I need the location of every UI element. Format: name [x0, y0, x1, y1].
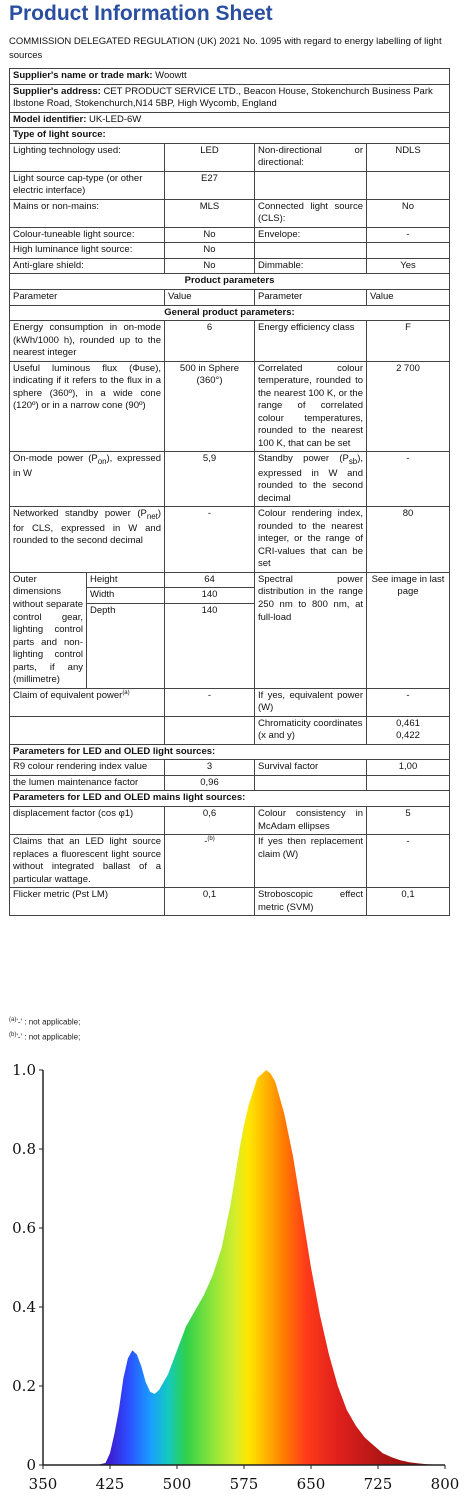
envelope-label: Envelope: — [255, 227, 367, 243]
product-info-table — [9, 68, 450, 916]
lighting-technology-label: Lighting technology used: — [10, 143, 165, 171]
high-luminance-label: High luminance light source: — [10, 243, 165, 259]
lumen-maintenance-label: the lumen maintenance factor — [10, 775, 165, 791]
spectral-distribution-value: See image in last page — [367, 572, 450, 688]
energy-consumption-label: Energy consumption in on-mode (kWh/1000 h), rounded up to the nearest integer — [10, 321, 165, 362]
stroboscopic-label: Stroboscopic effect metric (SVM) — [255, 888, 367, 916]
replacement-claim-label: If yes then replacement claim (W) — [255, 835, 367, 888]
colour-rendering-value: 80 — [367, 507, 450, 573]
mains-value: MLS — [165, 199, 255, 227]
lighting-technology-value: LED — [165, 143, 255, 171]
height-label: Height — [87, 573, 164, 589]
outer-dimensions-values — [165, 572, 255, 688]
col-parameter-header: Parameter — [10, 289, 165, 305]
supplier-name-row: Supplier's name or trade mark: Woowtt — [10, 69, 450, 85]
on-mode-power-value: 5,9 — [165, 452, 255, 507]
equivalent-power-label: If yes, equivalent power (W) — [255, 688, 367, 716]
colour-temperature-label: Correlated colour temperature, rounded to the nearest 100 K, or the range of correlated colour temperatures, rounded to the nearest 100 K, that can be set — [255, 361, 367, 452]
col-parameter-header-2: Parameter — [255, 289, 367, 305]
cls-label: Connected light source (CLS): — [255, 199, 367, 227]
light-source-section: Type of light source: — [10, 128, 450, 144]
mains-parameters-section: Parameters for LED and OLED mains light sources: — [10, 791, 450, 807]
displacement-factor-value: 0,6 — [165, 806, 255, 834]
flicker-metric-label: Flicker metric (Pst LM) — [10, 888, 165, 916]
networked-standby-value: - — [165, 507, 255, 573]
footnote-b: $^{(b)}$'-' : not applicable; — [9, 1032, 81, 1042]
model-identifier-row: Model identifier: UK-LED-6W — [10, 112, 450, 128]
x-tick-label: 725 — [363, 1475, 393, 1493]
cls-value: No — [367, 199, 450, 227]
luminous-flux-label: Useful luminous flux (Φuse), indicating if it refers to the flux in a sphere (360º), in a wide cone (120º) or in a narrow cone (90º) — [10, 361, 165, 452]
equivalent-power-claim-label: Claim of equivalent power$^{(a)}$ — [10, 688, 165, 716]
standby-power-value: - — [367, 452, 450, 507]
y-tick-label: 0.4 — [12, 1298, 36, 1316]
x-tick-label: 350 — [28, 1475, 58, 1493]
general-parameters-section: General product parameters: — [10, 305, 450, 321]
y-tick-label: 0.2 — [12, 1377, 36, 1395]
dimmable-value: Yes — [367, 258, 450, 274]
depth-value: 140 — [201, 605, 218, 616]
page-title: Product Information Sheet — [9, 2, 273, 25]
outer-dimensions-label: Outer dimensions without separate control gear, lighting control parts and non-lighting control parts, if any (millimetre) — [10, 573, 87, 688]
supplier-address-row: Supplier's address: CET PRODUCT SERVICE LTD., Beacon House, Stokenchurch Business Park Ibstone Road, Stokenchurch,N14 5BP, High Wycomb, England — [10, 84, 450, 112]
chromaticity-value: 0,461 0,422 — [367, 716, 450, 744]
energy-efficiency-label: Energy efficiency class — [255, 321, 367, 362]
colour-consistency-label: Colour consistency in McAdam ellipses — [255, 806, 367, 834]
high-luminance-value: No — [165, 243, 255, 259]
colour-consistency-value: 5 — [367, 806, 450, 834]
footnote-a: $^{(a)}$'-' : not applicable; — [9, 1017, 81, 1027]
regulation-subtitle: COMMISSION DELEGATED REGULATION (UK) 2021 No. 1095 with regard to energy labelling of light sources — [9, 36, 442, 61]
anti-glare-value: No — [165, 258, 255, 274]
y-tick-label: 0 — [26, 1456, 36, 1474]
replacement-claim-value: - — [367, 835, 450, 888]
stroboscopic-value: 0,1 — [367, 888, 450, 916]
outer-dimensions-cell — [10, 572, 165, 688]
spectral-power-chart — [0, 1060, 464, 1500]
non-directional-value: NDLS — [367, 143, 450, 171]
equivalent-power-claim-value: - — [165, 688, 255, 716]
product-parameters-section: Product parameters — [10, 274, 450, 290]
survival-factor-value: 1,00 — [367, 760, 450, 776]
spectrum-fill — [43, 1070, 445, 1465]
colour-tuneable-value: No — [165, 227, 255, 243]
energy-efficiency-value: F — [367, 321, 450, 362]
spectral-distribution-label: Spectral power distribution in the range 250 nm to 800 nm, at full-load — [255, 572, 367, 688]
width-label: Width — [87, 588, 164, 604]
envelope-value: - — [367, 227, 450, 243]
y-tick-label: 1.0 — [12, 1061, 36, 1079]
non-directional-label: Non-directional or directional: — [255, 143, 367, 171]
fluorescent-claim-label: Claims that an LED light source replaces a fluorescent light source without integrated ballast of a particular wattage. — [10, 835, 165, 888]
width-value: 140 — [165, 588, 254, 604]
height-value: 64 — [165, 573, 254, 589]
led-parameters-section: Parameters for LED and OLED light sources: — [10, 744, 450, 760]
lumen-maintenance-value: 0,96 — [165, 775, 255, 791]
mains-label: Mains or non-mains: — [10, 199, 165, 227]
dimmable-label: Dimmable: — [255, 258, 367, 274]
colour-temperature-value: 2 700 — [367, 361, 450, 452]
x-tick-label: 650 — [296, 1475, 326, 1493]
cap-type-label: Light source cap-type (or other electric interface) — [10, 171, 165, 199]
colour-tuneable-label: Colour-tuneable light source: — [10, 227, 165, 243]
x-tick-label: 575 — [229, 1475, 259, 1493]
y-tick-labels — [12, 1061, 43, 1474]
energy-consumption-value: 6 — [165, 321, 255, 362]
depth-label: Depth — [90, 605, 116, 616]
r9-label: R9 colour rendering index value — [10, 760, 165, 776]
y-tick-label: 0.6 — [12, 1219, 36, 1237]
on-mode-power-label: On-mode power $(P_{on})$, expressed in W — [10, 452, 165, 507]
col-value-header: Value — [165, 289, 255, 305]
cap-type-value: E27 — [165, 171, 255, 199]
fluorescent-claim-value: -$^{(b)}$ — [165, 835, 255, 888]
equivalent-power-value: - — [367, 688, 450, 716]
networked-standby-label: Networked standby power $(P_{net})$ for CLS, expressed in W and rounded to the second decimal — [10, 507, 165, 573]
r9-value: 3 — [165, 760, 255, 776]
y-tick-label: 0.8 — [12, 1140, 36, 1158]
standby-power-label: Standby power $(P_{sb})$, expressed in W and rounded to the second decimal — [255, 452, 367, 507]
x-tick-label: 425 — [95, 1475, 125, 1493]
flicker-metric-value: 0,1 — [165, 888, 255, 916]
chromaticity-label: Chromaticity coordinates (x and y) — [255, 716, 367, 744]
col-value-header-2: Value — [367, 289, 450, 305]
luminous-flux-value: 500 in Sphere (360°) — [165, 361, 255, 452]
x-tick-label: 800 — [430, 1475, 460, 1493]
x-tick-label: 500 — [162, 1475, 192, 1493]
anti-glare-label: Anti-glare shield: — [10, 258, 165, 274]
colour-rendering-label: Colour rendering index, rounded to the nearest integer, or the range of CRI-values that can be set — [255, 507, 367, 573]
displacement-factor-label: displacement factor (cos φ1) — [10, 806, 165, 834]
survival-factor-label: Survival factor — [255, 760, 367, 776]
x-tick-labels — [29, 1465, 460, 1493]
